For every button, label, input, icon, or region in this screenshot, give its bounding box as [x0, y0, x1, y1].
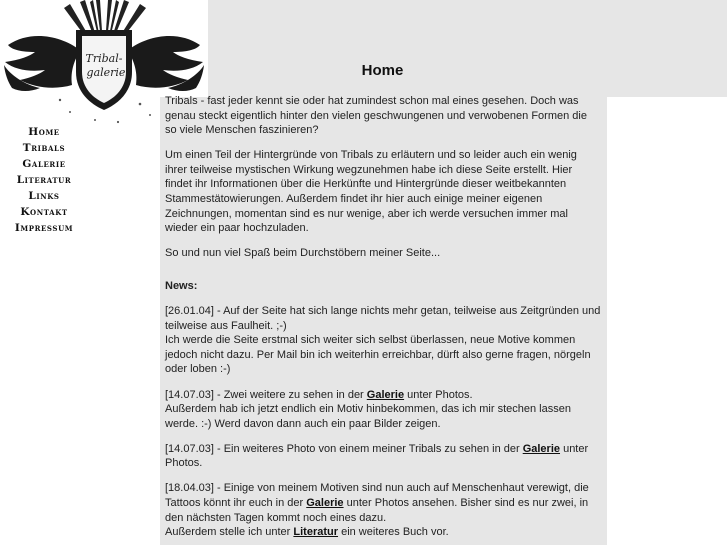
- news-text: Ich werde die Seite erstmal sich weiter sich selbst überlassen, neue Motive kommen jedoch nicht dazu. Per Mail bin ich weiterhin erreichbar, dürft also gerne fragen, nörgeln oder loben :-): [165, 334, 591, 376]
- logo-text-1: Tribal-: [85, 52, 123, 65]
- page-title: Home: [361, 62, 404, 79]
- news-text: [14.07.03] - Ein weiteres Photo von einem meiner Tribals zu sehen in der: [165, 442, 523, 455]
- nav-literatur[interactable]: Literatur: [16, 174, 72, 186]
- news-text: [18.04.03] - Einige von meinem Motiven sind nun auch auf Menschenhaut verewigt, die Tattoos könnt ihr euch in der: [165, 482, 589, 510]
- intro-paragraph-3: So und nun viel Spaß beim Durchstöbern meiner Seite...: [165, 247, 441, 260]
- intro-paragraph-1: Tribals - fast jeder kennt sie oder hat zumindest schon mal eines gesehen. Doch was genau steckt eigentlich hinter den vielen geschwungenen und verwobenen Formen die so viele Menschen faszinieren?: [165, 95, 587, 137]
- news-text: Außerdem stelle ich unter: [165, 526, 294, 539]
- literatur-link[interactable]: Literatur: [293, 526, 339, 539]
- news-heading: News:: [165, 279, 198, 292]
- news-text: Außerdem hab ich jetzt endlich ein Motiv hinbekommen, das ich mir stechen lassen werde. :-) Werd davon dann auch ein paar Bilder zeigen.: [165, 403, 571, 430]
- nav-kontakt[interactable]: Kontakt: [20, 206, 68, 218]
- intro-paragraph-2: Um einen Teil der Hintergründe von Tribals zu erläutern und so leider auch ein wenig ihrer teilweise mystischen Wirkung wegzunehmen habe ich diese Seite erstellt. Hier findet ihr Informationen über die Herkünfte und Hintergründe dieser weitbekannten Stammestätowierungen. Außerdem findet ihr hier auch einige meiner eigenen Zeichnungen, momentan sind es nur wenige, aber ich werde versuchen immer mal wieder ein paar hochzuladen.: [165, 149, 577, 235]
- nav-galerie[interactable]: Galerie: [22, 158, 66, 170]
- logo-text-2: galerie: [86, 66, 126, 79]
- main-content: [165, 94, 601, 550]
- news-text: unter Photos.: [165, 442, 589, 470]
- news-item: [165, 481, 601, 539]
- header-band: [208, 0, 727, 97]
- nav-tribals[interactable]: Tribals: [22, 142, 66, 154]
- news-text: [26.01.04] - Auf der Seite hat sich lange nichts mehr getan, teilweise aus Zeitgründen und teilweise aus Faulheit. ;-): [165, 305, 601, 332]
- main-nav: [0, 124, 88, 236]
- news-text: [14.07.03] - Zwei weitere zu sehen in der: [165, 388, 367, 401]
- news-text: unter Photos.: [404, 388, 473, 401]
- nav-links[interactable]: Links: [28, 190, 60, 202]
- news-item: [165, 304, 601, 377]
- galerie-link[interactable]: Galerie: [522, 442, 561, 455]
- news-text: ein weiteres Buch vor.: [338, 526, 449, 539]
- news-item: [165, 388, 601, 432]
- nav-impressum[interactable]: Impressum: [14, 222, 74, 234]
- nav-home[interactable]: Home: [28, 126, 60, 138]
- news-item: [165, 442, 601, 471]
- news-text: unter Photos ansehen. Bisher sind es nur zwei, in den nächsten Tagen kommt noch eines dazu.: [165, 497, 589, 524]
- galerie-link[interactable]: Galerie: [366, 388, 405, 401]
- galerie-link[interactable]: Galerie: [306, 497, 344, 510]
